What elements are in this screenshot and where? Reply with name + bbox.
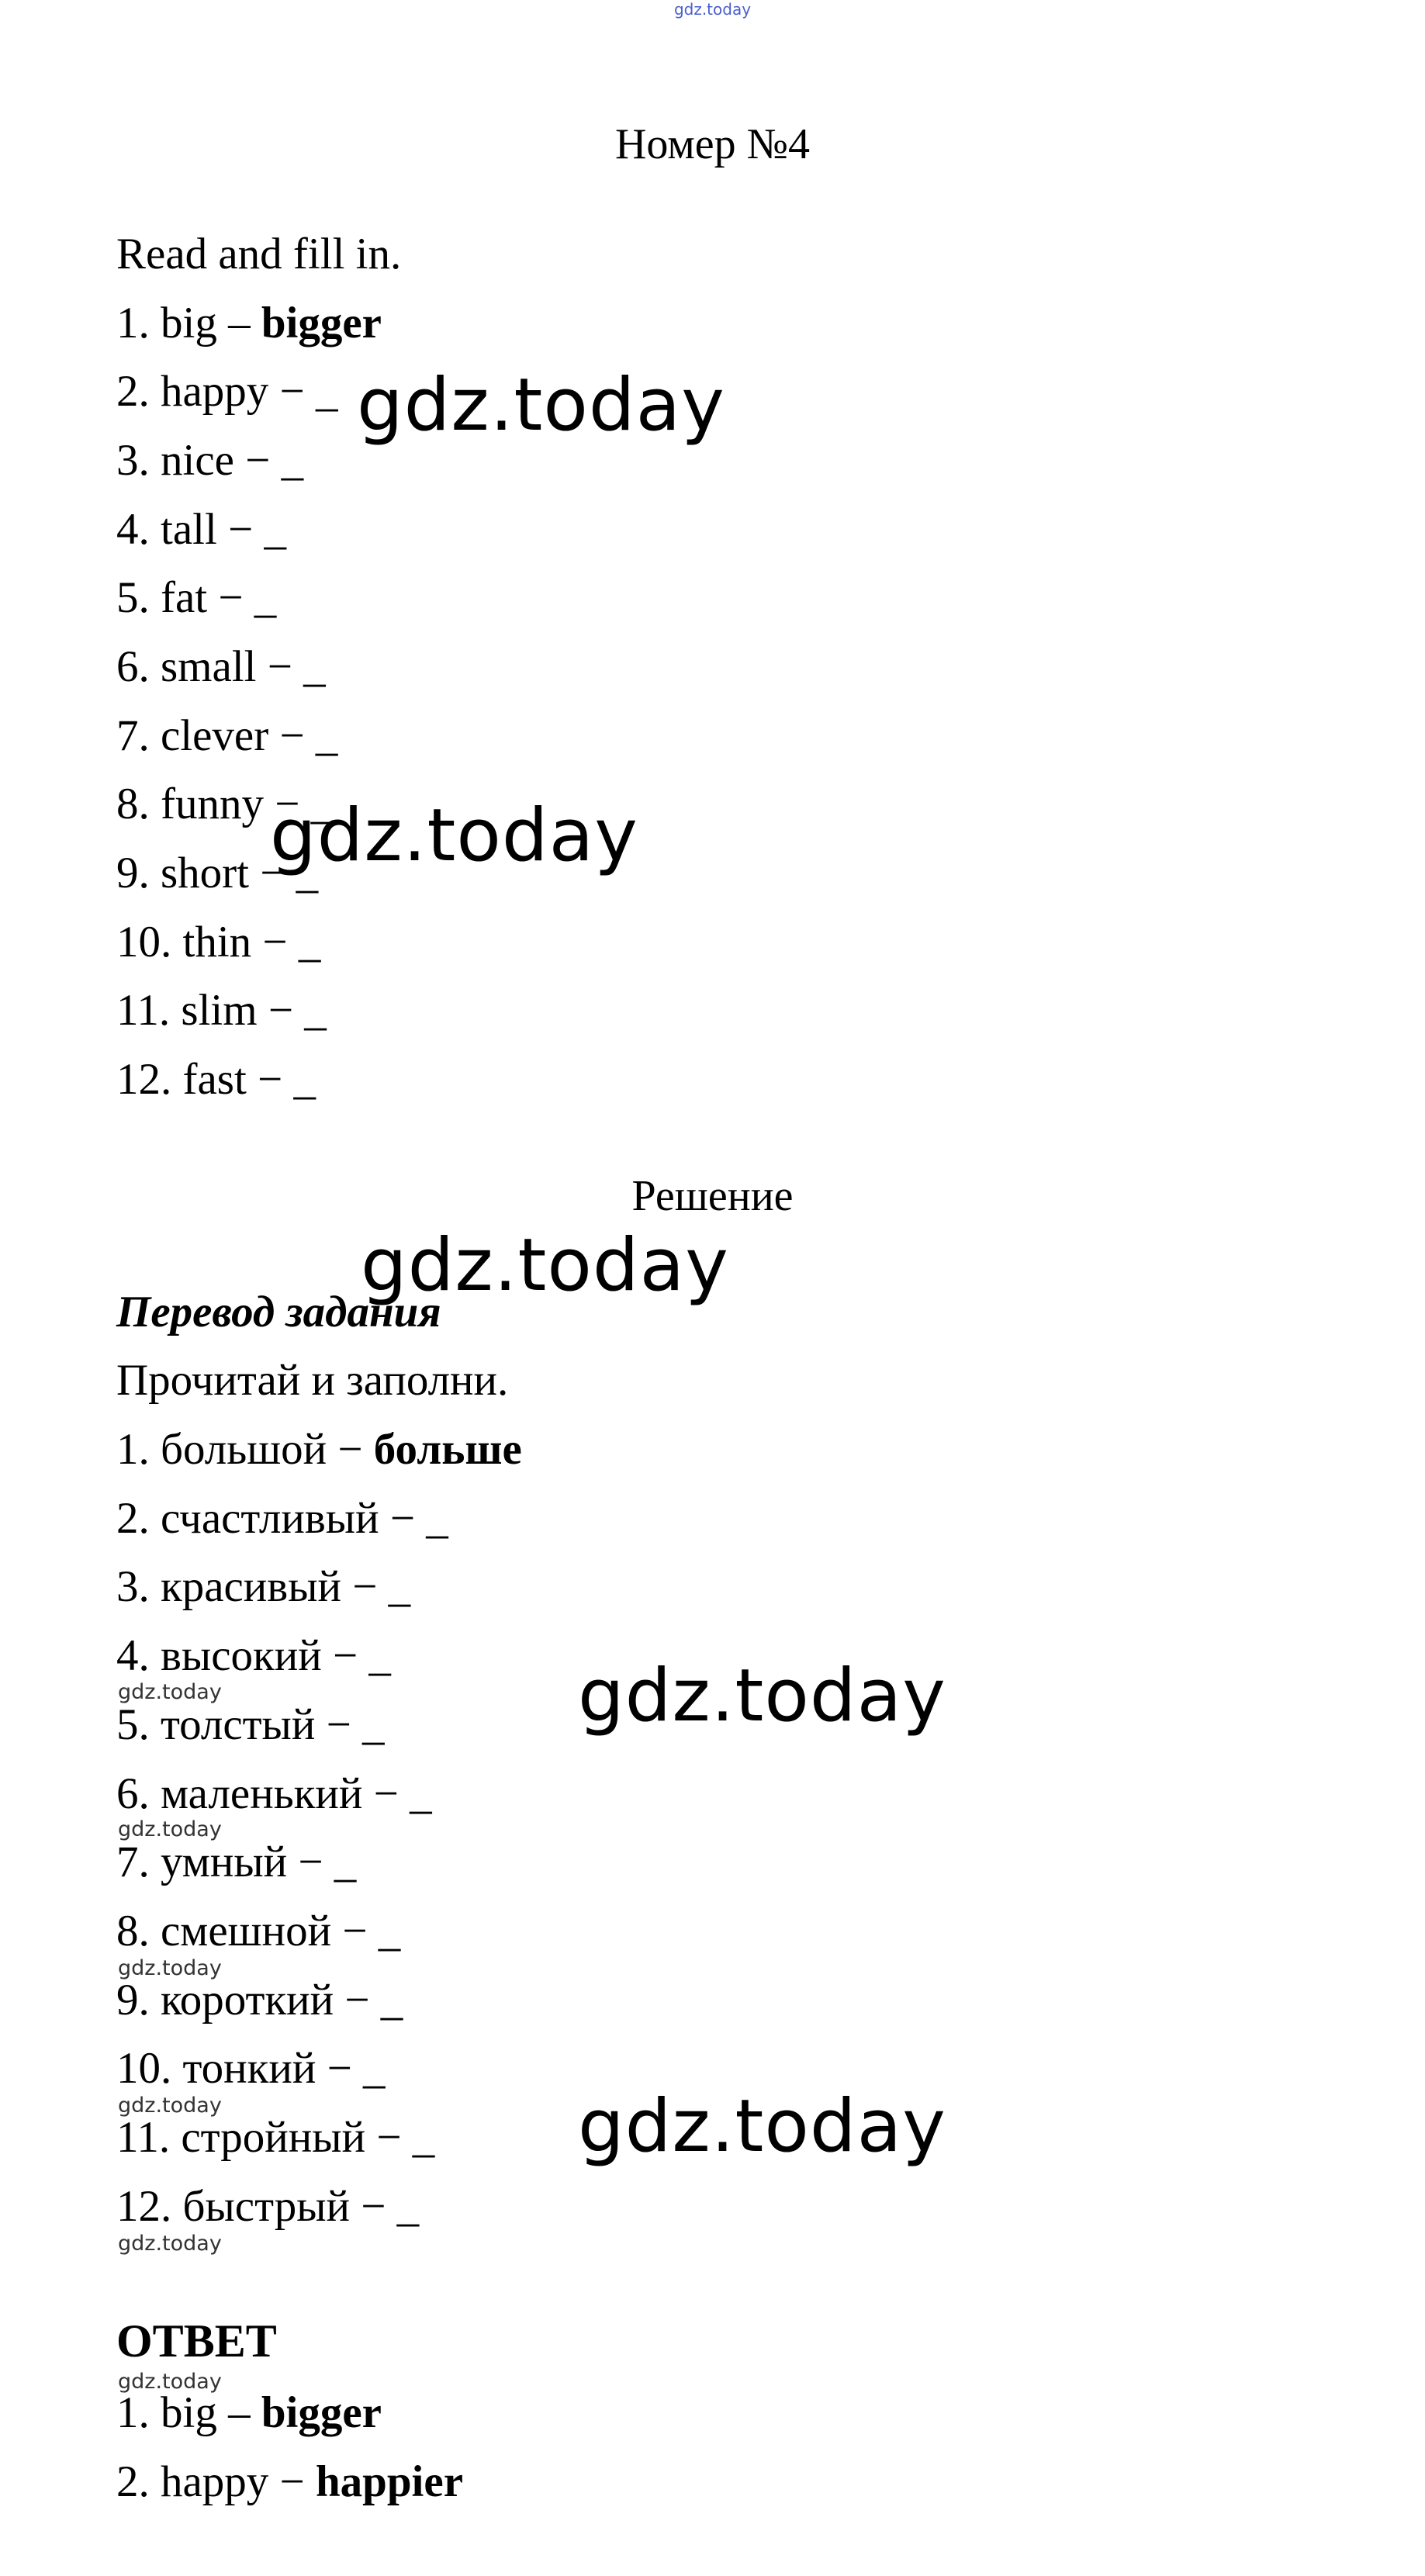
site-mark: gdz.today bbox=[673, 0, 752, 19]
list-item bbox=[116, 1561, 410, 1613]
list-item bbox=[116, 572, 276, 624]
list-item bbox=[116, 1837, 356, 1888]
item-text: 7. clever − _ bbox=[116, 711, 338, 760]
watermark-large: gdz.today bbox=[578, 1654, 946, 1738]
item-text: 10. тонкий − _ bbox=[116, 2044, 386, 2093]
watermark-large: gdz.today bbox=[270, 794, 638, 878]
item-text: 9. short − _ bbox=[116, 849, 319, 897]
item-text: 3. красивый − _ bbox=[116, 1562, 411, 1611]
list-item bbox=[116, 1769, 432, 1820]
item-text: 5. fat − _ bbox=[116, 573, 277, 622]
list-item bbox=[116, 641, 326, 693]
watermark-small: gdz.today bbox=[118, 2094, 222, 2118]
item-text: 5. толстый − _ bbox=[116, 1700, 385, 1749]
watermark-large: gdz.today bbox=[578, 2084, 946, 2169]
task-instruction: Read and fill in. bbox=[116, 230, 402, 278]
item-text: 10. thin − _ bbox=[116, 918, 321, 966]
item-text: 2. happy − _ bbox=[116, 367, 338, 416]
item-text: 1. большой − bbox=[116, 1425, 374, 1474]
list-item bbox=[116, 298, 382, 349]
translation-instruction: Прочитай и заполни. bbox=[116, 1356, 509, 1405]
list-item bbox=[116, 504, 286, 555]
list-item bbox=[116, 1054, 316, 1105]
item-text: 6. small − _ bbox=[116, 642, 326, 691]
list-item bbox=[116, 1493, 448, 1544]
watermark-small: gdz.today bbox=[118, 1680, 222, 1704]
item-text: 7. умный − _ bbox=[116, 1838, 357, 1886]
item-answer: bigger bbox=[261, 299, 382, 348]
list-item bbox=[116, 2181, 419, 2232]
solution-heading bbox=[0, 1171, 1425, 1221]
item-text: 11. стройный − _ bbox=[116, 2113, 435, 2162]
list-item bbox=[116, 711, 337, 762]
watermark-large: gdz.today bbox=[357, 363, 725, 448]
watermark-small: gdz.today bbox=[118, 1817, 222, 1841]
translation-heading: Перевод задания bbox=[116, 1288, 441, 1336]
item-text: 2. happy − bbox=[116, 2457, 316, 2506]
item-text: 1. big – bbox=[116, 299, 261, 348]
list-item bbox=[116, 1630, 391, 1682]
page-title bbox=[0, 119, 1425, 169]
item-answer: happier bbox=[315, 2457, 463, 2506]
list-item bbox=[116, 366, 337, 417]
list-item bbox=[116, 985, 327, 1036]
list-item bbox=[116, 1699, 385, 1751]
list-item bbox=[116, 2043, 386, 2094]
list-item bbox=[116, 435, 303, 486]
list-item bbox=[116, 917, 320, 968]
watermark-small: gdz.today bbox=[118, 2232, 222, 2256]
watermark-small: gdz.today bbox=[118, 2370, 222, 2394]
item-text: 11. slim − _ bbox=[116, 986, 327, 1035]
item-text: 8. смешной − _ bbox=[116, 1907, 401, 1955]
item-text: 4. tall − _ bbox=[116, 505, 286, 554]
list-item bbox=[116, 2388, 382, 2439]
item-text: 3. nice − _ bbox=[116, 436, 304, 485]
list-item bbox=[116, 1975, 403, 2026]
item-text: 6. маленький − _ bbox=[116, 1769, 432, 1818]
page-title-text: Номер №4 bbox=[614, 120, 811, 168]
item-answer: bigger bbox=[261, 2388, 382, 2437]
item-text: 2. счастливый − _ bbox=[116, 1494, 448, 1543]
item-text: 4. высокий − _ bbox=[116, 1631, 391, 1680]
item-answer: больше bbox=[373, 1425, 522, 1474]
item-text: 12. быстрый − _ bbox=[116, 2182, 420, 2231]
list-item bbox=[116, 2112, 434, 2163]
item-text: 12. fast − _ bbox=[116, 1055, 316, 1104]
answer-heading: ОТВЕТ bbox=[116, 2315, 277, 2367]
list-item bbox=[116, 1906, 400, 1957]
watermark-large: gdz.today bbox=[361, 1223, 729, 1308]
watermark-small: gdz.today bbox=[118, 1956, 222, 1980]
item-text: 1. big – bbox=[116, 2388, 261, 2437]
list-item bbox=[116, 2457, 463, 2508]
item-text: 9. короткий − _ bbox=[116, 1976, 403, 2024]
solution-heading-text: Решение bbox=[631, 1172, 794, 1220]
item-text: 8. funny − _ bbox=[116, 780, 334, 828]
list-item bbox=[116, 1424, 522, 1475]
